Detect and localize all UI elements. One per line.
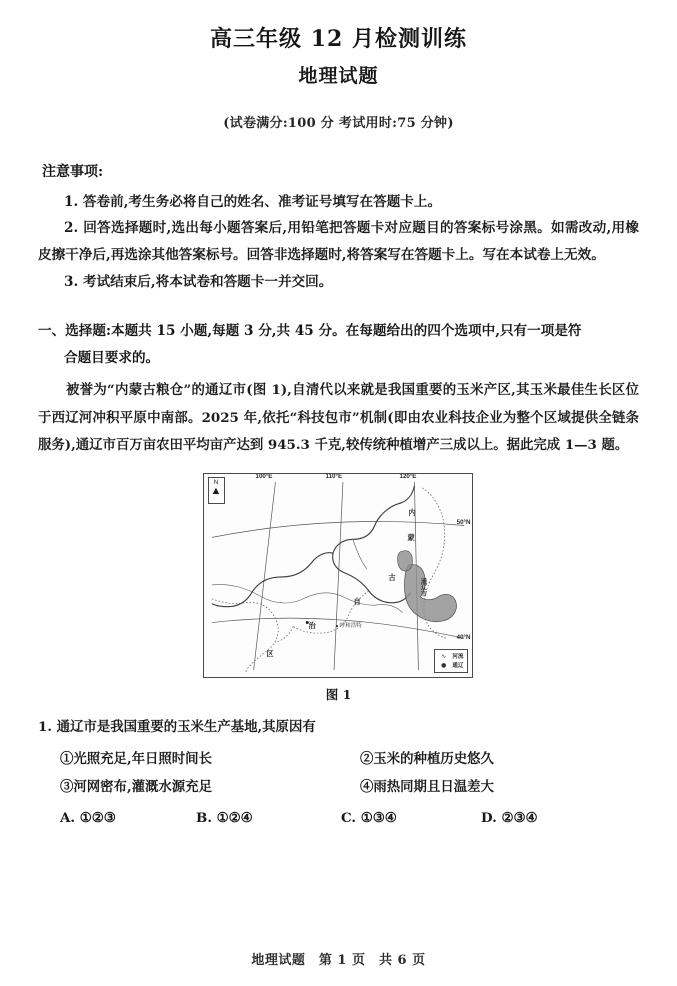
- notice-block: [38, 161, 639, 297]
- question-1-sub-option-3: ③河网密布,灌溉水源充足: [60, 778, 212, 795]
- region-char-3: 古: [388, 573, 396, 583]
- meridian-110e: [334, 482, 343, 670]
- page-title: 高三年级 12 月检测训练: [210, 26, 467, 52]
- notice-item-1: 1. 答卷前,考生务必将自己的姓名、准考证号填写在答题卡上。: [64, 193, 442, 210]
- exam-page: [0, 26, 677, 986]
- inner-mongolia-outline: [332, 486, 414, 603]
- region-char-6: 区: [266, 649, 274, 659]
- notice-item-3: 3. 考试结束后,将本试卷和答题卡一并交回。: [64, 274, 333, 291]
- tongliao-label: 通辽市: [419, 578, 427, 597]
- meridian-100e: [253, 482, 275, 670]
- question-1-sub-option-4: ④雨热同期且日温差大: [360, 778, 494, 795]
- question-1-choices: [38, 806, 639, 831]
- map-frame: [203, 473, 473, 678]
- section-text: 本题共 15 小题,每题 3 分,共 45 分。在每题给出的四个选项中,只有一项是符: [111, 323, 582, 340]
- question-1-stem: 1. 通辽市是我国重要的玉米生产基地,其原因有: [38, 719, 316, 736]
- lon-tick-110e: 110°E: [325, 473, 343, 481]
- north-arrow-icon: [208, 477, 225, 504]
- map-graphic: [204, 474, 472, 677]
- question-1-sub-options: [38, 746, 639, 800]
- notice-item-2: 2. 回答选择题时,选出每小题答案后,用铅笔把答题卡对应题目的答案标号涂黑。如需改动,用橡皮擦干净后,再选涂其他答案标号。回答非选择题时,将答案写在答题卡上。写在本试卷上无效。: [38, 220, 639, 264]
- region-char-1: 内: [408, 508, 416, 518]
- inner-mongolia-west-outline: [211, 553, 332, 607]
- question-1-choice-d[interactable]: D. ②③④: [481, 810, 538, 827]
- figure-1: [203, 473, 475, 703]
- figure-caption: 图 1: [325, 687, 352, 703]
- compass-letter: N: [213, 479, 219, 487]
- rivers: [211, 540, 402, 613]
- hohhot-city-text: 呼和浩特: [339, 623, 362, 630]
- lon-tick-120e: 120°E: [399, 473, 417, 481]
- legend-label-river: 河流: [452, 653, 464, 660]
- passage-text: 被誉为“内蒙古粮仓”的通辽市(图 1),自清代以来就是我国重要的玉米产区,其玉米最佳生长区位于西辽河冲积平原中南部。2025 年,依托“科技包市”机制(即由农业科技企业为整个区域提供全链条服务),通辽市百万亩农田平均亩产达到 945.3 千克,较传统种植增产三成以上。据此完成 1—3 题。: [38, 382, 639, 454]
- lon-tick-100e: 100°E: [255, 473, 273, 481]
- question-1-sub-option-2: ②玉米的种植历史悠久: [360, 750, 494, 767]
- city-dot-icon: [336, 625, 339, 628]
- question-1-choice-a[interactable]: A. ①②③: [60, 810, 116, 827]
- notice-heading: 注意事项:: [42, 163, 104, 180]
- question-1-sub-option-1: ①光照充足,年日照时间长: [60, 750, 212, 767]
- hohhot-city-label: [336, 621, 362, 629]
- page-footer: 地理试题 第 1 页 共 6 页: [251, 953, 426, 968]
- lat-tick-40n: 40°N: [456, 634, 471, 642]
- question-1: [38, 715, 639, 831]
- exam-meta: (试卷满分:100 分 考试用时:75 分钟): [223, 115, 454, 131]
- section-text-cont: 合题目要求的。: [64, 349, 160, 366]
- page-subtitle: 地理试题: [298, 64, 379, 87]
- legend-row-river: [438, 652, 463, 661]
- section-label: 一、选择题:: [38, 323, 111, 340]
- compass-arrow-glyph: ▲: [210, 485, 222, 498]
- map-legend: [434, 649, 467, 673]
- river-line-icon: ∿: [441, 653, 447, 661]
- lat-tick-50n: 50°N: [456, 519, 471, 527]
- region-char-5: 治: [308, 621, 316, 631]
- question-1-choice-b[interactable]: B. ①②④: [196, 810, 253, 827]
- parallel-50n: [211, 522, 463, 538]
- question-1-choice-c[interactable]: C. ①③④: [341, 810, 397, 827]
- legend-row-city: [438, 661, 463, 670]
- section-heading: [38, 318, 639, 371]
- region-char-2: 蒙: [407, 533, 415, 543]
- legend-label-city: 通辽: [452, 662, 464, 669]
- region-char-4: 自: [353, 597, 361, 607]
- city-dot-legend-icon: ●: [441, 662, 447, 670]
